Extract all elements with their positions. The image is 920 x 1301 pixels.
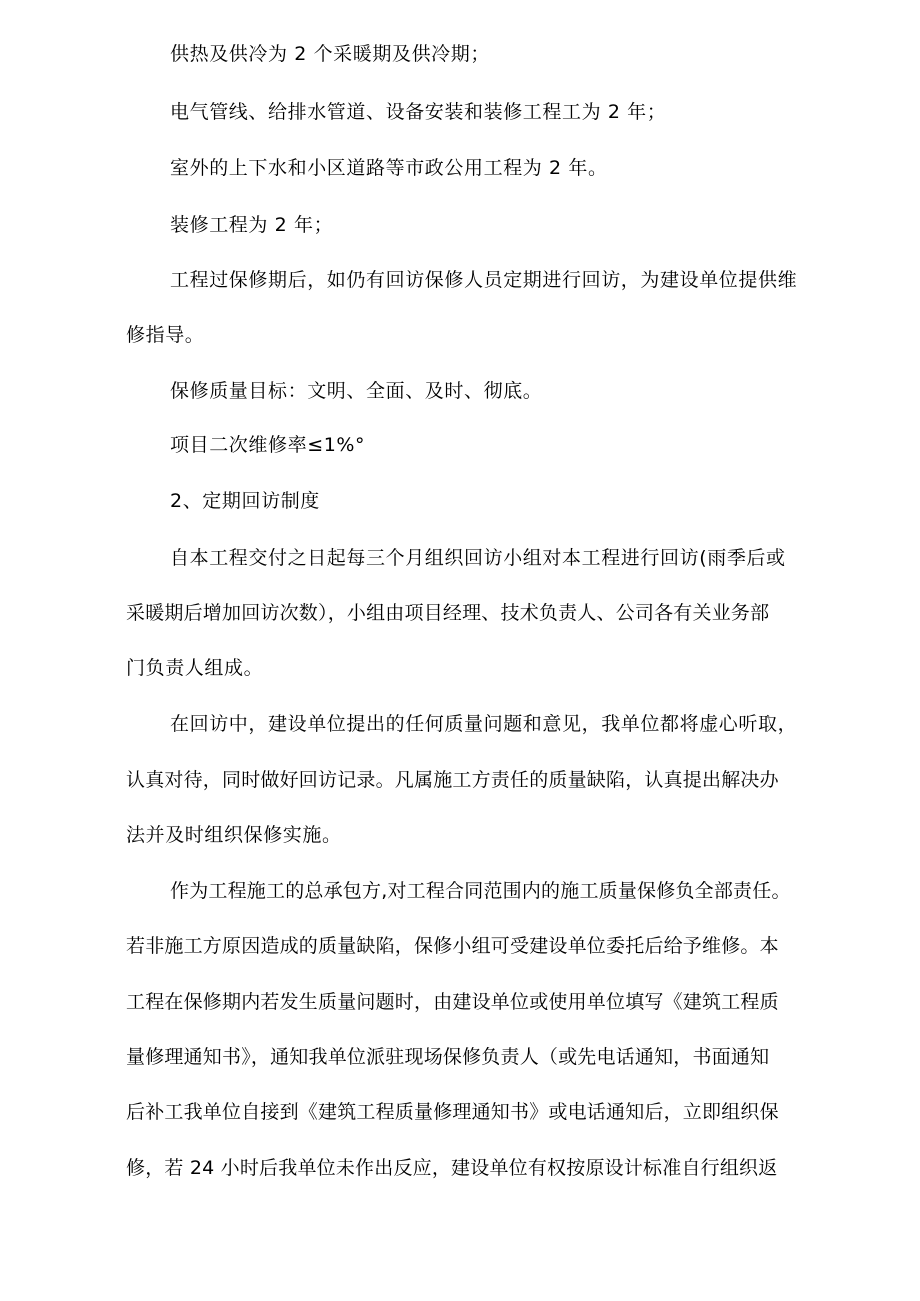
paragraph-responsibility-line6: 修，若 24 小时后我单位未作出反应，建设单位有权按原设计标准自行组织返: [126, 1157, 778, 1179]
text-line-electrical-warranty: 电气管线、给排水管道、设备安装和装修工程工为 2 年；: [170, 101, 667, 123]
text-line-quality-goal: 保修质量目标：文明、全面、及时、彻底。: [170, 380, 543, 402]
paragraph-responsibility-line4: 量修理通知书》，通知我单位派驻现场保修负责人（或先电话通知，书面通知: [126, 1046, 770, 1068]
paragraph-visit-schedule-line1: 自本工程交付之日起每三个月组织回访小组对本工程进行回访(雨季后或: [170, 547, 786, 569]
text-line-heating-period: 供热及供冷为 2 个采暖期及供冷期；: [170, 43, 490, 65]
paragraph-responsibility-line5: 后补工我单位自接到《建筑工程质量修理通知书》或电话通知后，立即组织保: [126, 1101, 779, 1123]
paragraph-responsibility-line3: 工程在保修期内若发生质量问题时，由建设单位或使用单位填写《建筑工程质: [126, 991, 779, 1013]
text-line-post-warranty-visit-cont: 修指导。: [126, 324, 205, 346]
paragraph-feedback-line2: 认真对待，同时做好回访记录。凡属施工方责任的质量缺陷，认真提出解决办: [126, 769, 779, 791]
text-line-outdoor-works-warranty: 室外的上下水和小区道路等市政公用工程为 2 年。: [170, 157, 608, 179]
paragraph-responsibility-line2: 若非施工方原因造成的质量缺陷，保修小组可受建设单位委托后给予维修。本: [126, 935, 779, 957]
section-heading-regular-visit: 2、定期回访制度: [170, 490, 320, 512]
text-line-repair-rate: 项目二次维修率≤1%°: [170, 434, 366, 456]
paragraph-visit-schedule-line3: 门负责人组成。: [126, 657, 264, 679]
text-line-decoration-warranty: 装修工程为 2 年；: [170, 214, 334, 236]
paragraph-feedback-line3: 法并及时组织保修实施。: [126, 824, 342, 846]
text-line-post-warranty-visit: 工程过保修期后，如仍有回访保修人员定期进行回访，为建设单位提供维: [170, 269, 798, 291]
paragraph-visit-schedule-line2: 采暖期后增加回访次数），小组由项目经理、技术负责人、公司各有关业务部: [126, 602, 770, 624]
paragraph-responsibility-line1: 作为工程施工的总承包方,对工程合同范围内的施工质量保修负全部责任。: [170, 880, 791, 902]
paragraph-feedback-line1: 在回访中，建设单位提出的任何质量问题和意见，我单位都将虚心听取，: [170, 713, 798, 735]
